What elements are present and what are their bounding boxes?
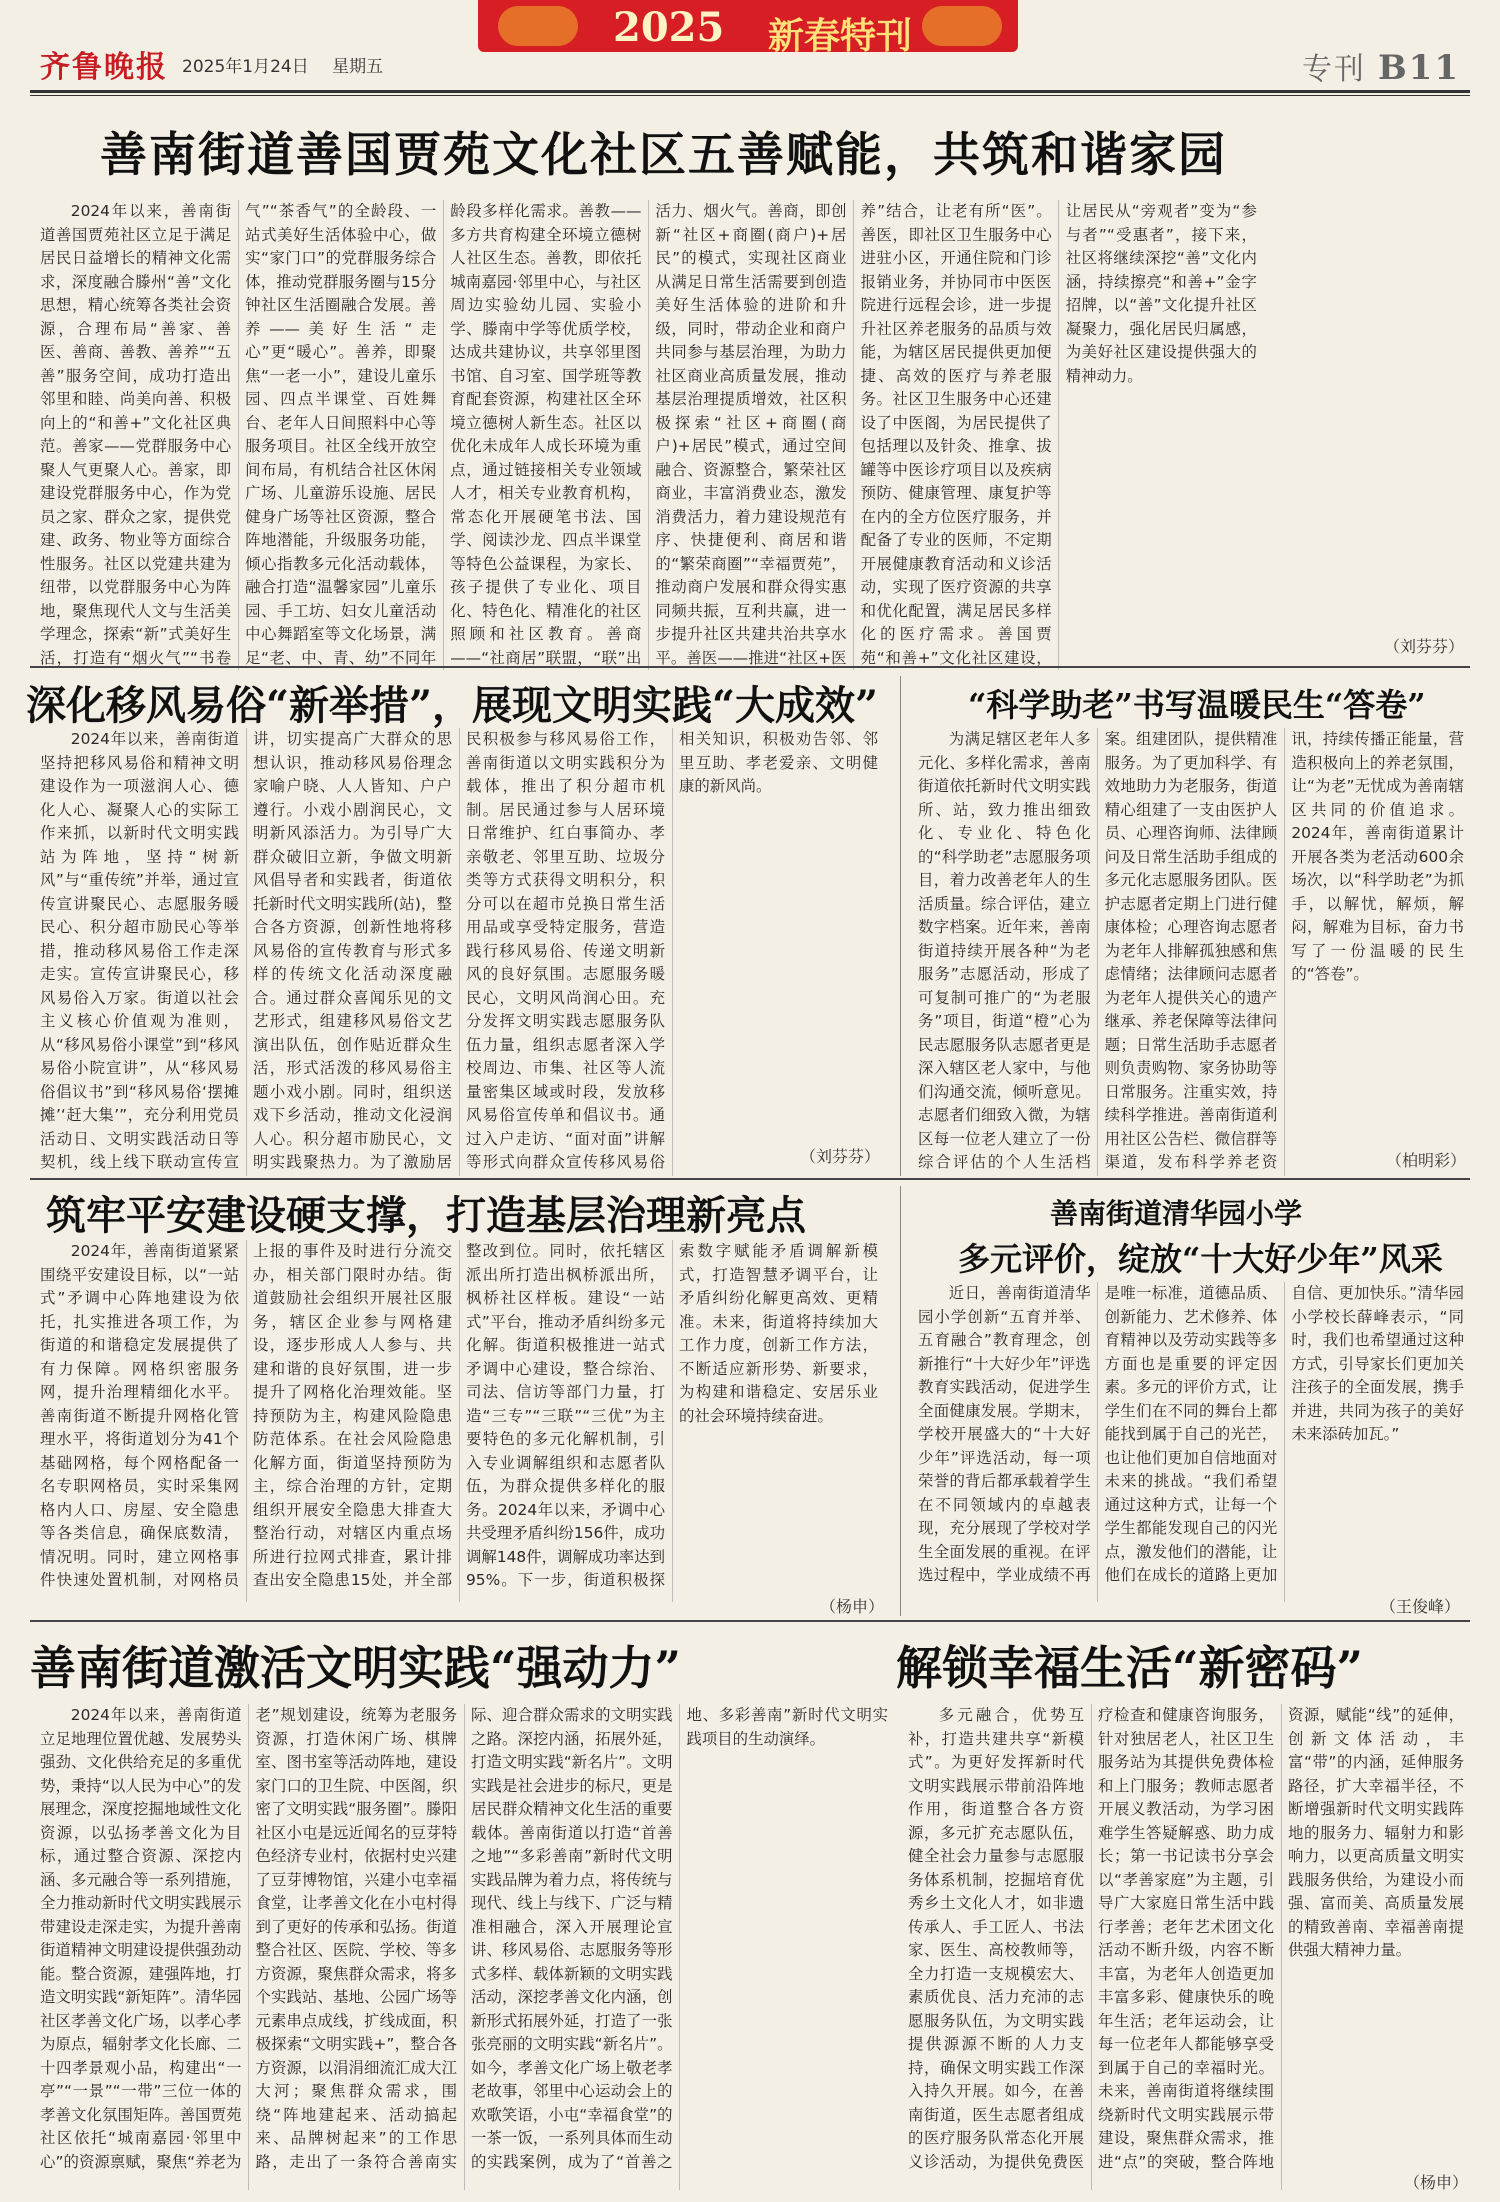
banner-year: 2025 <box>613 4 725 51</box>
page-number: B11 <box>1377 48 1460 88</box>
divider <box>30 666 1470 668</box>
issue-date: 2025年1月24日 <box>182 57 309 77</box>
article-text: 2024年，善南街道紧紧围绕平安建设目标，以“一站式”矛调中心阵地建设为依托，扎实推进各项工作，为街道的和谐稳定发展提供了有力保障。网格织密服务网，提升治理精细化水平。善南街道不断提升网格化管理水平，将街道划分为41个基础网格，每个网格配备一名专职网格员，实时采集网格内人口、房屋、安全隐患等各类信息，确保底数清，情况明。同时，建立网格事件快速处置机制，对网格员上报的事件及时进行分流交办，相关部门限时办结。街道鼓励社会组织开展社区服务，辖区企业参与网格建设，逐步形成人人参与、共建和谐的良好氛围，进一步提升了网格化治理效能。坚持预防为主，构建风险隐患防范体系。在社会风险隐患化解方面，街道坚持预防为主，综合治理的方针，定期组织开展安全隐患大排查大整治行动，对辖区内重点场所进行拉网式排查，累计排查出安全隐患15处，并全部整改到位。同时，依托辖区派出所打造出枫桥派出所，枫桥社区样板。建设“一站式”平台，推动矛盾纠纷多元化解。街道积极推进一站式矛调中心建设，整合综治、司法、信访等部门力量，打造“三专”“三联”“三优”为主要特色的多元化解机制，引入专业调解组织和志愿者队伍，为群众提供多样化的服务。2024年以来，矛调中心共受理矛盾纠纷156件，成功调解148件，调解成功率达到95%。下一步，街道积极探索数字赋能矛盾调解新模式，打造智慧矛调平台，让矛盾纠纷化解更高效、更精准。未来，街道将持续加大工作力度，创新工作方法，不断适应新形势、新要求，为构建和谐稳定、安居乐业的社会环境持续奋进。 <box>40 1242 878 1589</box>
newspaper-logo: 齐鲁晚报 <box>40 50 168 85</box>
issue-meta <box>182 52 401 77</box>
article-text: 2024年以来，善南街道坚持把移风易俗和精神文明建设作为一项滋润人心、德化人心、凝聚人心的实际工作来抓，以新时代文明实践站为阵地，坚持“树新风”与“重传统”并举，通过宣传宣讲聚民心、志愿服务暖民心、积分超市励民心等举措，推动移风易俗工作走深走实。宣传宣讲聚民心，移风易俗入万家。街道以社会主义核心价值观为准则，从“移风易俗小课堂”到“移风易俗小院宣讲”，从“移风易俗倡议书”到“移风易俗‘摆摊摊’‘赶大集’”，充分利用党员活动日、文明实践活动日等契机，线上线下联动宣传宣讲，切实提高广大群众的思想认识，推动移风易俗理念家喻户晓、人人皆知、户户遵行。小戏小剧润民心，文明新风添活力。为引导广大群众破旧立新，争做文明新风倡导者和实践者，街道依托新时代文明实践所(站)，整合各方资源，创新性地将移风易俗的宣传教育与形式多样的传统文化活动深度融合。通过群众喜闻乐见的文艺形式，组建移风易俗文艺演出队伍，创作贴近群众生活，形式活泼的移风易俗主题小戏小剧。同时，组织送戏下乡活动，推动文化浸润人心。积分超市励民心，文明实践聚热力。为了激励居民积极参与移风易俗工作，善南街道以文明实践积分为载体，推出了积分超市机制。居民通过参与人居环境日常维护、红白事简办、孝亲敬老、邻里互助、垃圾分类等方式获得文明积分，积分可以在超市兑换日常生活用品或享受特定服务，营造践行移风易俗、传递文明新风的良好氛围。志愿服务暖民心，文明风尚润心田。充分发挥文明实践志愿服务队伍力量，组织志愿者深入学校周边、市集、社区等人流量密集区域或时段，发放移风易俗宣传单和倡议书。通过入户走访、“面对面”讲解等形式向群众宣传移风易俗相关知识，积极劝告邻、邻里互助、孝老爱亲、文明健康的新风尚。 <box>40 730 878 1171</box>
article-headline: 善南街道激活文明实践“强动力” <box>30 1641 681 1695</box>
article-text: 近日，善南街道清华园小学创新“五育并举、五育融合”教育理念，创新推行“十大好少年”评选教育实践活动，促进学生全面健康发展。学期末，学校开展盛大的“十大好少年”评选活动，每一项荣誉的背后都承载着学生在不同领域内的卓越表现，充分展现了学校对学生全面发展的重视。在评选过程中，学业成绩不再是唯一标准，道德品质、创新能力、艺术修养、体育精神以及劳动实践等多方面也是重要的评定因素。多元的评价方式，让学生们在不同的舞台上都能找到属于自己的光芒，也让他们更加自信地面对未来的挑战。“我们希望通过这种方式，让每一个学生都能发现自己的闪光点，激发他们的潜能，让他们在成长的道路上更加自信、更加快乐。”清华园小学校长薛峰表示，“同时，我们也希望通过这种方式，引导家长们更加关注孩子的全面发展，携手并进，共同为孩子的美好未来添砖加瓦。” <box>918 1284 1464 1584</box>
article-author: （王俊峰） <box>1380 1597 1461 1616</box>
article-text: 为满足辖区老年人多元化、多样化需求，善南街道依托新时代文明实践所、站，致力推出细致化、专业化、特色化的“科学助老”志愿服务项目，着力改善老年人的生活质量。综合评估，建立数字档案。近年来，善南街道持续开展各种“为老服务”志愿活动，形成了可复制可推广的“为老服务”项目，街道“橙”心为民志愿服务队志愿者更是深入辖区老人家中，与他们沟通交流，倾听意见。志愿者们细致入微，为辖区每一位老人建立了一份综合评估的个人生活档案。组建团队，提供精准服务。为了更加科学、有效地助力为老服务，街道精心组建了一支由医护人员、心理咨询师、法律顾问及日常生活助手组成的多元化志愿服务团队。医护志愿者定期上门进行健康体检；心理咨询志愿者为老年人排解孤独感和焦虑情绪；法律顾问志愿者为老年人提供关心的遗产继承、养老保障等法律问题；日常生活助手志愿者则负责购物、家务协助等日常服务。注重实效，持续科学推进。善南街道利用社区公告栏、微信群等渠道，发布科学养老资讯，持续传播正能量，营造积极向上的养老氛围，让“为老”无忧成为善南辖区共同的价值追求。2024年，善南街道累计开展各类为老活动600余场次，以“科学助老”为抓手，以解忧，解烦，解闷，解难为目标，奋力书写了一份温暖的民生的“答卷”。 <box>918 730 1464 1171</box>
article-body <box>40 728 881 1176</box>
article-text: 2024年以来，善南街道善国贾苑社区立足于满足居民日益增长的精神文化需求，深度融合滕州“善”文化思想，精心统筹各类社会资源，合理布局“善家、善医、善商、善教、善养”“五善”服务空间，成功打造出邻里和睦、尚美向善、积极向上的“和善+”文化社区典范。善家——党群服务中心聚人气更聚人心。善家，即建设党群服务中心，作为党员之家、群众之家，提供党建、政务、物业等方面综合性服务。社区以党建共建为纽带，以党群服务中心为阵地，聚焦现代人文与生活美学理念，探索“新”式美好生活，打造有“烟火气”“书卷气”“茶香气”的全龄段、一站式美好生活体验中心，做实“家门口”的党群服务综合体，推动党群服务圈与15分钟社区生活圈融合发展。善养——美好生活“走心”更“暖心”。善养，即聚焦“一老一小”，建设儿童乐园、四点半课堂、百姓舞台、老年人日间照料中心等服务项目。社区全线开放空间布局，有机结合社区休闲广场、儿童游乐设施、居民健身广场等社区资源，整合阵地潜能，升级服务功能，倾心指教多元化活动载体，融合打造“温馨家园”儿童乐园、手工坊、妇女儿童活动中心舞蹈室等文化场景，满足“老、中、青、幼”不同年龄段多样化需求。善教——多方共育构建全环境立德树人社区生态。善教，即依托城南嘉园·邻里中心，与社区周边实验幼儿园、实验小学、滕南中学等优质学校，达成共建协议，共享邻里图书馆、自习室、国学班等教育配套资源，构建社区全环境立德树人新生态。社区以优化未成年人成长环境为重点，通过链接相关专业领域人才，相关专业教育机构，常态化开展硬笔书法、国学、阅读沙龙、四点半课堂等特色公益课程，为家长、孩子提供了专业化、项目化、特色化、精准化的社区照顾和社区教育。善商——“社商居”联盟，“联”出活力、烟火气。善商，即创新“社区+商圈(商户)+居民”的模式，实现社区商业从满足日常生活需要到创造美好生活体验的进阶和升级，同时，带动企业和商户共同参与基层治理，为助力社区商业高质量发展，推动基层治理提质增效，社区积极探索“社区+商圈(商户)+居民”模式，通过空间融合、资源整合，繁荣社区商业，丰富消费业态，激发消费活力，着力建设规范有序、快捷便利、商居和谐的“繁荣商圈”“幸福贾苑”，推动商户发展和群众得实惠同频共振，互利共赢，进一步提升社区共建共治共享水平。善医——推进“社区+医养”结合，让老有所“医”。善医，即社区卫生服务中心进驻小区，开通住院和门诊报销业务，并协同市中医医院进行远程会诊，进一步提升社区养老服务的品质与效能，为辖区居民提供更加便捷、高效的医疗与养老服务。社区卫生服务中心还建设了中医阁，为居民提供了包括理以及针灸、推拿、拔罐等中医诊疗项目以及疾病预防、健康管理、康复护等在内的全方位医疗服务，并配备了专业的医师，不定期开展健康教育活动和义诊活动，实现了医疗资源的共享和优化配置，满足居民多样化的医疗需求。善国贾苑“和善+”文化社区建设，让居民从“旁观者”变为“参与者”“受惠者”，接下来，社区将继续深挖“善”文化内涵，持续擦亮“和善+”金字招牌，以“善”文化提升社区凝聚力，强化居民归属感，为美好社区建设提供强大的精神动力。 <box>40 202 1257 667</box>
issue-weekday: 星期五 <box>332 57 384 77</box>
article-text: 2024年以来，善南街道立足地理位置优越、发展势头强劲、文化供给充足的多重优势，秉持“以人民为中心”的发展理念，深度挖掘地域性文化资源，以弘扬孝善文化为目标，通过整合资源、深挖内涵、多元融合等一系列措施，全力推动新时代文明实践展示带建设走深走实，为提升善南街道精神文明建设提供强劲动能。整合资源，建强阵地，打造文明实践“新矩阵”。清华园社区孝善文化广场，以孝心孝为原点，辐射孝文化长廊、二十四孝景观小品，构建出“一亭”“一景”“一带”三位一体的孝善文化氛围矩阵。善国贾苑社区依托“城南嘉园·邻里中心”的资源禀赋，聚焦“养老为老”规划建设，统筹为老服务资源，打造休闲广场、棋牌室、图书室等活动阵地，建设家门口的卫生院、中医阁，织密了文明实践“服务圈”。滕阳社区小屯是远近闻名的豆芽特色经济专业村，依据村史兴建了豆芽博物馆，兴建小屯幸福食堂，让孝善文化在小屯村得到了更好的传承和弘扬。街道整合社区、医院、学校、等多方资源，聚焦群众需求，将多个实践站、基地、公园广场等元素串点成线，扩线成面，积极探索“文明实践+”，整合各方资源，以涓涓细流汇成大江大河；聚焦群众需求，围绕“阵地建起来、活动搞起来、品牌树起来”的工作思路，走出了一条符合善南实际、迎合群众需求的文明实践之路。深挖内涵，拓展外延，打造文明实践“新名片”。文明实践是社会进步的标尺，更是居民群众精神文化生活的重要载体。善南街道以打造“首善之地”“多彩善南”新时代文明实践品牌为着力点，将传统与现代、线上与线下、广泛与精准相融合，深入开展理论宣讲、移风易俗、志愿服务等形式多样、载体新颖的文明实践活动，深挖孝善文化内涵，创新形式拓展外延，打造了一张张亮丽的文明实践“新名片”。如今，孝善文化广场上敬老孝老故事，邻里中心运动会上的欢歌笑语，小屯“幸福食堂”的一茶一饭，一系列具体而生动的实践案例，成为了“首善之地、多彩善南”新时代文明实践项目的生动演绎。 <box>40 1706 888 2171</box>
article-author: （刘芬芬） <box>1384 637 1465 656</box>
article-body <box>40 1704 888 2190</box>
article-author: （杨申） <box>1404 2173 1469 2192</box>
banner-title: 新春特刊 <box>768 15 913 52</box>
divider <box>30 1620 1470 1622</box>
article-body <box>40 1240 878 1602</box>
article-headline: 解锁幸福生活“新密码” <box>896 1641 1363 1695</box>
festival-banner <box>478 0 1018 52</box>
article-body <box>918 728 1467 1176</box>
article-text: 多元融合，优势互补，打造共建共享“新模式”。为更好发挥新时代文明实践展示带前沿阵地作用，街道整合各方资源，多元扩充志愿队伍，健全社会力量参与志愿服务体系机制，挖掘培育优秀乡土文化人才，如非遗传承人、手工匠人、书法家、医生、高校教师等，全力打造一支规模宏大、素质优良、活力充沛的志愿服务队伍，为文明实践提供源源不断的人力支持，确保文明实践工作深入持久开展。如今，在善南街道，医生志愿者组成的医疗服务队常态化开展义诊活动，为提供免费医疗检查和健康咨询服务，针对独居老人，社区卫生服务站为其提供免费体检和上门服务；教师志愿者开展义教活动，为学习困难学生答疑解惑、助力成长；第一书记读书分享会以“孝善家庭”为主题，引导广大家庭日常生活中践行孝善；老年艺术团文化活动不断升级，内容不断丰富，为老年人创造更加丰富多彩、健康快乐的晚年生活；老年运动会，让每一位老年人都能够享受到属于自己的幸福时光。未来，善南街道将继续围绕新时代文明实践展示带建设，聚焦群众需求，推进“点”的突破，整合阵地资源，赋能“线”的延伸，创新文体活动，丰富“带”的内涵，延伸服务路径，扩大幸福半径，不断增强新时代文明实践阵地的服务力、辐射力和影响力，以更高质量文明实践服务供给，为建设小而强、富而美、高质量发展的精致善南、幸福善南提供强大精神力量。 <box>908 1706 1464 2171</box>
lantern-decoration <box>922 6 1002 46</box>
page-label <box>1302 44 1460 88</box>
column-divider <box>900 676 901 1176</box>
article-author: （柏明彩） <box>1386 1151 1467 1170</box>
article-headline: “科学助老”书写温暖民生“答卷” <box>968 686 1426 724</box>
divider <box>30 90 1470 93</box>
article-author: （刘芬芬） <box>800 1147 881 1166</box>
article-headline: 深化移风易俗“新举措”，展现文明实践“大成效” <box>26 682 879 729</box>
lantern-decoration <box>498 6 578 46</box>
article-body <box>918 1282 1464 1602</box>
masthead <box>0 0 1500 92</box>
article-headline: 善南街道善国贾苑文化社区五善赋能，共筑和谐家园 <box>100 128 1227 183</box>
article-body <box>908 1704 1464 2190</box>
divider <box>30 1178 1470 1180</box>
divider <box>30 95 1470 96</box>
article-headline: 善南街道清华园小学 <box>1050 1197 1303 1230</box>
article-headline: 筑牢平安建设硬支撑，打造基层治理新亮点 <box>46 1192 806 1239</box>
article-author: （杨申） <box>820 1597 885 1616</box>
column-divider <box>900 1186 901 1616</box>
article-body <box>40 200 1465 670</box>
section-name: 专刊 <box>1301 52 1366 87</box>
article-subheadline: 多元评价，绽放“十大好少年”风采 <box>958 1240 1443 1278</box>
